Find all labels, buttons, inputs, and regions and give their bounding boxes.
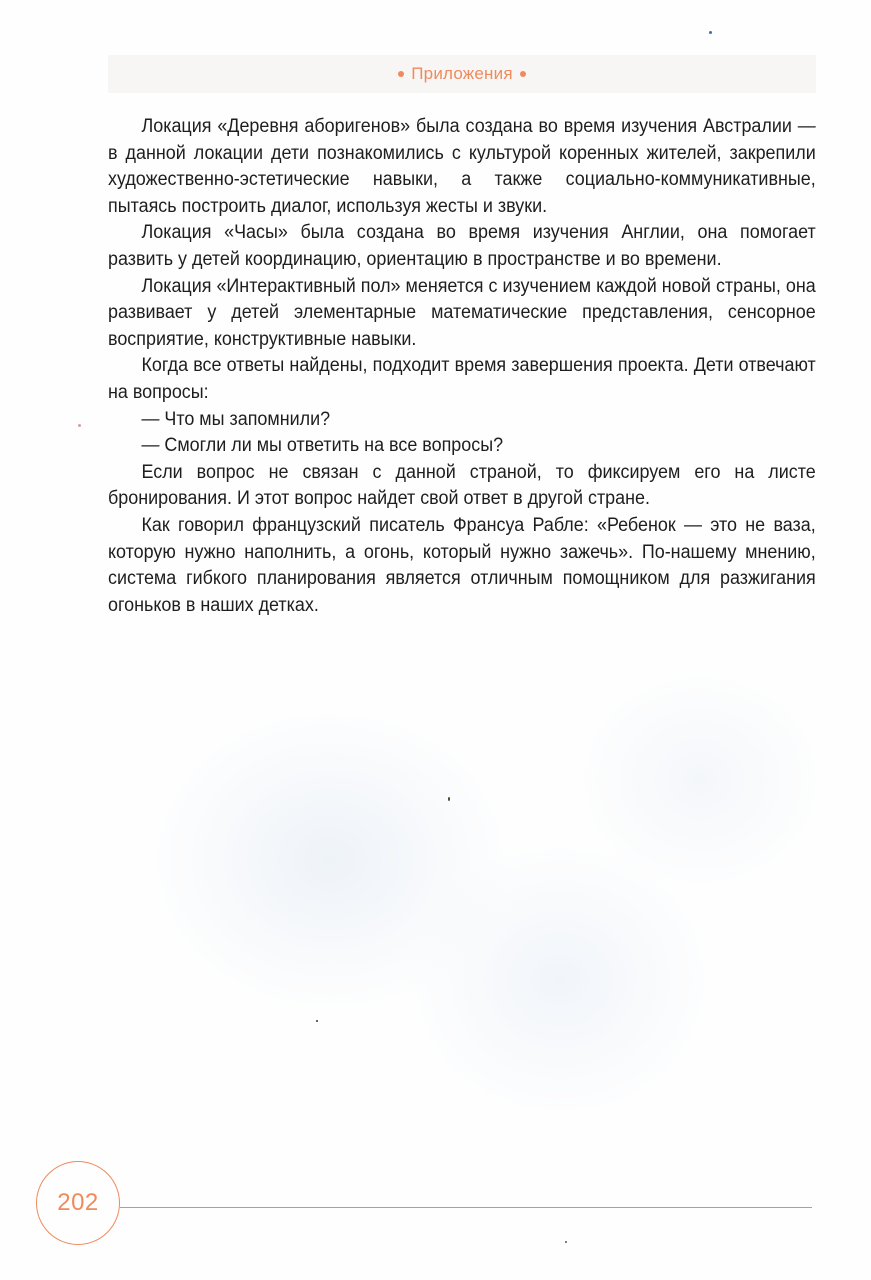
bullet-icon: [520, 71, 526, 77]
question-item: — Что мы запомнили?: [141, 408, 331, 430]
footer-divider: [120, 1207, 812, 1208]
paragraph-rabelais-quote: Как говорил французский писатель Франсуа Рабле: «Ребенок — это не ваза, которую нужно наполнить, а огонь, который нужно зажечь». По-нашему мнению, система гибкого планирования является отличным помощником для разжигания огоньков в наших детках.: [108, 514, 816, 616]
paragraph-interactive-floor: Локация «Интерактивный пол» меняется с изучением каждой новой страны, она развивает у детей элементарные математические представления, сенсорное восприятие, конструктивные навыки.: [108, 275, 816, 350]
paragraph-clock: Локация «Часы» была создана во время изучения Англии, она помогает развить у детей координацию, ориентацию в пространстве и во времени.: [108, 222, 816, 270]
scan-speck: [709, 31, 712, 34]
paragraph-project-completion: Когда все ответы найдены, подходит время завершения проекта. Дети отвечают на вопросы:: [108, 355, 816, 403]
section-title: Приложения: [411, 64, 513, 83]
paragraph-aborigines-village: Локация «Деревня аборигенов» была создана во время изучения Австралии — в данной локации дети познакомились с культурой коренных жителей, закрепили художественно-эстетические навыки, а также социально-коммуникативные, пытаясь построить диалог, используя жесты и звуки.: [108, 116, 816, 217]
scan-speck: [78, 424, 81, 427]
running-header: [108, 55, 816, 93]
section-header: [398, 64, 525, 84]
page-number: 202: [57, 1189, 99, 1216]
bullet-icon: [398, 71, 404, 77]
scan-speck: [565, 1241, 567, 1243]
paragraph-booking-sheet: Если вопрос не связан с данной страной, то фиксируем его на листе бронирования. И этот вопрос найдет свой ответ в другой стране.: [108, 461, 816, 510]
scan-speck: [448, 797, 450, 801]
body-text: [108, 114, 816, 619]
question-item: — Смогли ли мы ответить на все вопросы?: [141, 435, 504, 457]
page-number-badge: [36, 1161, 120, 1245]
scan-speck: [316, 1020, 318, 1022]
